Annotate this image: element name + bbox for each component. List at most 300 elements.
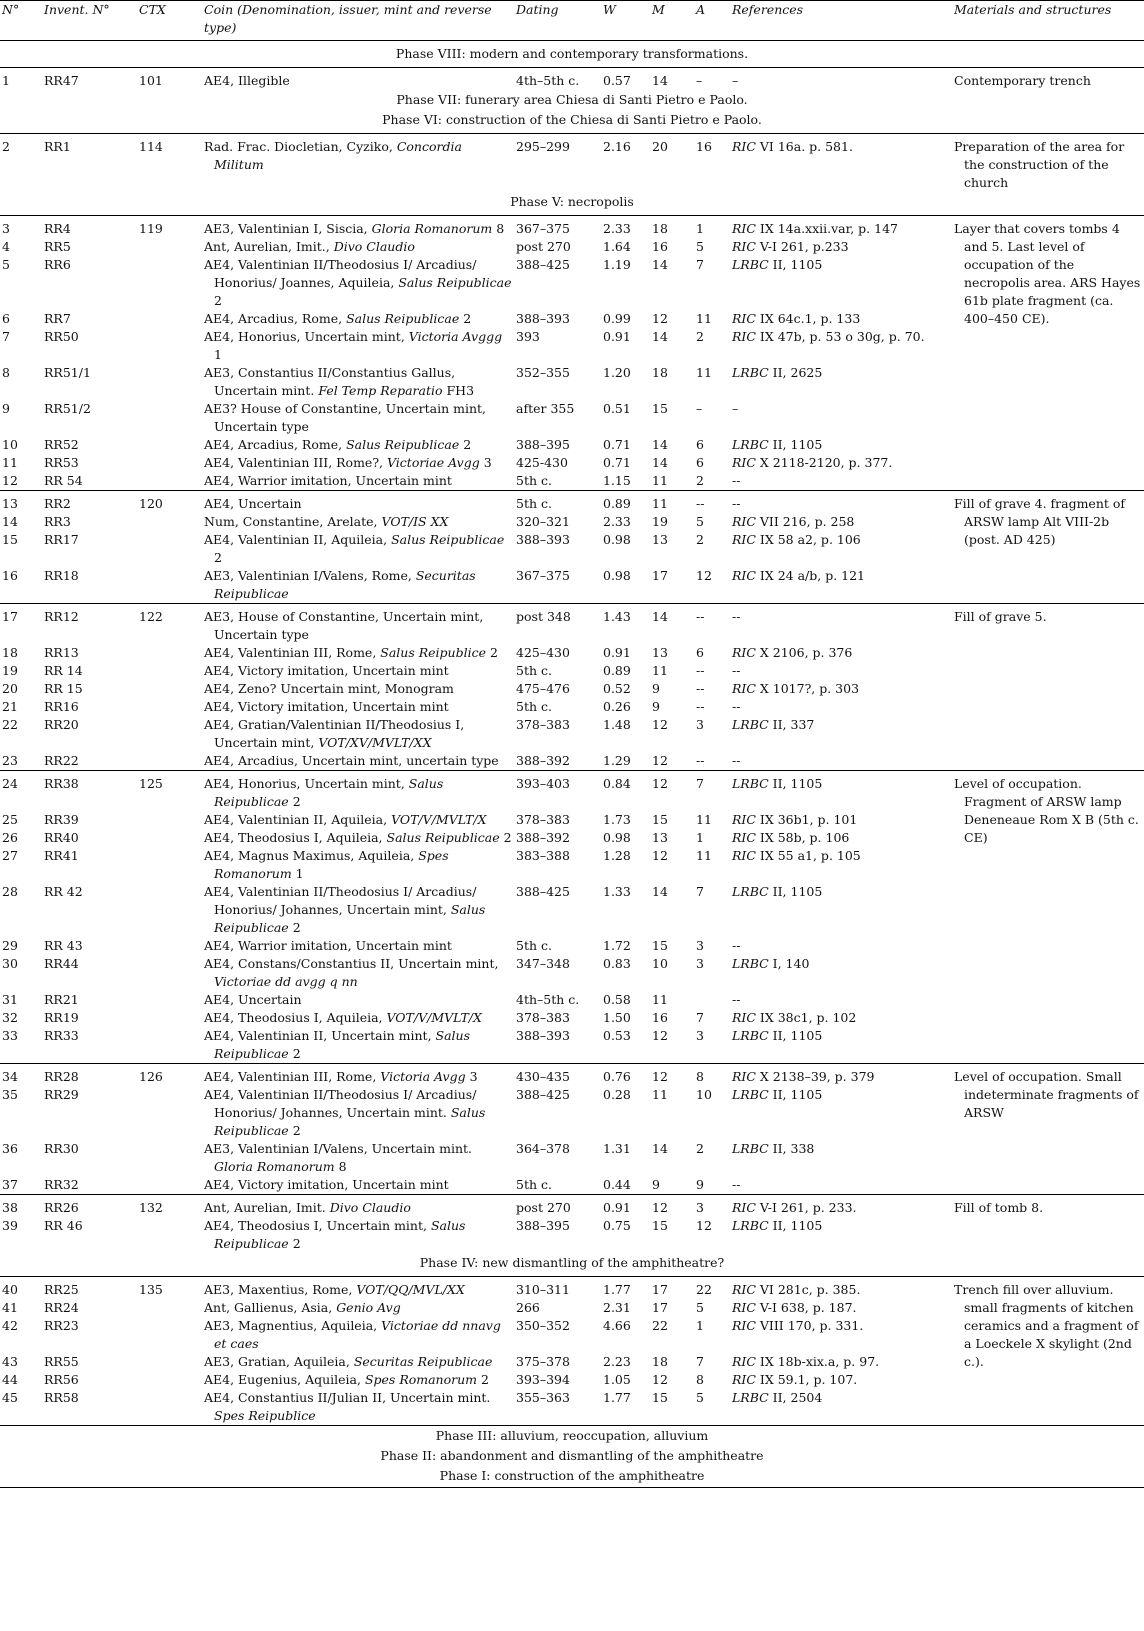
- cell-module: 12: [652, 848, 668, 863]
- catalogue-abbrev: LRBC: [732, 1218, 769, 1233]
- cell-inventory: RR25: [42, 1277, 137, 1300]
- catalogue-abbrev: RIC: [732, 221, 756, 236]
- coin-text: AE3, Magnentius, Aquileia,: [204, 1318, 382, 1333]
- header-weight: W: [601, 1, 650, 41]
- coin-text: 2: [499, 830, 512, 845]
- cell-weight: 1.31: [603, 1141, 631, 1156]
- cell-inventory: RR26: [42, 1195, 137, 1218]
- cell-inventory: RR19: [44, 1010, 79, 1025]
- cell-inventory: RR58: [44, 1390, 79, 1405]
- cell-weight: 0.98: [603, 830, 631, 845]
- cell-weight: 1.05: [603, 1372, 631, 1387]
- reference-text: IX 36b1, p. 101: [755, 812, 858, 827]
- reference-text: VI 281c, p. 385.: [755, 1282, 861, 1297]
- coin-text: AE3, Maxentius, Rome,: [204, 1282, 357, 1297]
- table-row: [0, 491, 1144, 514]
- coin-text: AE4, Valentinian II, Aquileia,: [204, 812, 392, 827]
- catalogue-abbrev: RIC: [732, 1282, 756, 1297]
- cell-weight: 0.44: [603, 1177, 631, 1192]
- cell-context: 122: [137, 604, 202, 645]
- coin-text: Rad. Frac. Diocletian, Cyziko,: [204, 139, 397, 154]
- cell-weight: 1.29: [603, 753, 631, 768]
- reference-text: II, 2625: [768, 365, 823, 380]
- cell-axis: 3: [696, 717, 704, 732]
- cell-module: 14: [652, 1141, 668, 1156]
- cell-references: [730, 68, 952, 91]
- catalogue-abbrev: RIC: [732, 645, 756, 660]
- cell-axis: 11: [696, 848, 712, 863]
- cell-weight: 1.72: [603, 938, 631, 953]
- reverse-type-text: Salus Reipublicae: [214, 902, 486, 935]
- cell-coin: [202, 829, 514, 847]
- reference-text: X 1017?, p. 303: [755, 681, 860, 696]
- cell-references: [730, 752, 952, 771]
- cell-inventory: RR22: [44, 753, 79, 768]
- cell-axis: 1: [696, 1318, 704, 1333]
- cell-inventory: RR28: [42, 1064, 137, 1087]
- cell-dating: 388–393: [516, 1028, 570, 1043]
- cell-number: 38: [0, 1195, 42, 1218]
- cell-weight: 1.43: [601, 604, 650, 645]
- cell-inventory: RR7: [44, 311, 71, 326]
- cell-weight: 2.23: [603, 1354, 631, 1369]
- cell-weight: 0.71: [603, 437, 631, 452]
- cell-weight: 0.26: [603, 699, 631, 714]
- reference-text: II, 338: [768, 1141, 815, 1156]
- cell-materials: Layer that covers tombs 4 and 5. Last level of occupation of the necropolis area. ARS Hayes 61b plate fragment (ca. 400–450 CE).: [952, 216, 1144, 491]
- catalogue-abbrev: LRBC: [732, 1141, 769, 1156]
- cell-coin: [202, 436, 514, 454]
- cell-weight: 1.77: [601, 1277, 650, 1300]
- cell-axis: 3: [696, 938, 704, 953]
- cell-dating: 425–430: [516, 645, 570, 660]
- cell-references: [730, 883, 952, 937]
- cell-module: 18: [650, 216, 694, 239]
- reference-text: VII 216, p. 258: [755, 514, 855, 529]
- coin-text: Num, Constantine, Arelate,: [204, 514, 382, 529]
- reference-text: II, 1105: [768, 884, 823, 899]
- cell-coin: [202, 1195, 514, 1218]
- cell-weight: 0.28: [603, 1087, 631, 1102]
- cell-weight: 2.33: [603, 514, 631, 529]
- cell-weight: 0.98: [603, 568, 631, 583]
- catalogue-abbrev: LRBC: [732, 956, 769, 971]
- header-materials: Materials and structures: [952, 1, 1144, 41]
- cell-axis: --: [696, 681, 705, 696]
- cell-dating: 388–395: [516, 1218, 570, 1233]
- reference-text: IX 18b-xix.a, p. 97.: [755, 1354, 880, 1369]
- cell-references: [730, 238, 952, 256]
- cell-inventory: RR40: [44, 830, 79, 845]
- cell-references: [730, 491, 952, 514]
- cell-context: [137, 1371, 202, 1389]
- cell-axis: 8: [696, 1372, 704, 1387]
- cell-number: 33: [2, 1028, 18, 1043]
- cell-context: 135: [137, 1277, 202, 1300]
- cell-references: [730, 847, 952, 883]
- cell-references: [730, 454, 952, 472]
- cell-dating: 388–425: [516, 884, 570, 899]
- reference-text: --: [732, 699, 741, 714]
- coin-text: AE4, Honorius, Uncertain mint,: [204, 776, 409, 791]
- coin-text: 8: [492, 221, 505, 236]
- reference-text: --: [732, 663, 741, 678]
- cell-axis: 12: [696, 568, 712, 583]
- phase-heading: Phase V: necropolis: [0, 192, 1144, 216]
- cell-weight: 1.20: [603, 365, 631, 380]
- cell-coin: [202, 400, 514, 436]
- cell-references: [730, 680, 952, 698]
- cell-module: 14: [652, 884, 668, 899]
- coin-text: Ant, Gallienus, Asia,: [204, 1300, 337, 1315]
- catalogue-abbrev: RIC: [732, 830, 756, 845]
- cell-axis: –: [694, 68, 730, 91]
- coin-text: AE3, Valentinian I, Siscia,: [204, 221, 372, 236]
- cell-coin: [202, 1064, 514, 1087]
- cell-inventory: RR30: [44, 1141, 79, 1156]
- reverse-type-text: Divo Claudio: [329, 1200, 411, 1215]
- cell-inventory: RR38: [42, 771, 137, 812]
- catalogue-abbrev: RIC: [732, 1372, 756, 1387]
- cell-number: 40: [0, 1277, 42, 1300]
- header-row: [0, 1, 1144, 41]
- cell-module: 9: [652, 681, 660, 696]
- cell-dating: 367–375: [514, 216, 601, 239]
- coin-text: 3: [479, 455, 492, 470]
- cell-coin: [202, 310, 514, 328]
- cell-coin: [202, 491, 514, 514]
- cell-dating: 378–383: [516, 1010, 570, 1025]
- reference-text: II, 1105: [768, 1087, 823, 1102]
- table-row: [0, 1064, 1144, 1087]
- cell-inventory: RR6: [44, 257, 71, 272]
- cell-axis: 6: [696, 437, 704, 452]
- cell-axis: 2: [696, 473, 704, 488]
- reference-text: VIII 170, p. 331.: [755, 1318, 864, 1333]
- reverse-type-text: VOT/V/MVLT/X: [391, 812, 487, 827]
- reverse-type-text: Victoriae dd nnavg et caes: [214, 1318, 501, 1351]
- cell-coin: [202, 1371, 514, 1389]
- cell-inventory: RR12: [42, 604, 137, 645]
- cell-number: 25: [2, 812, 18, 827]
- reference-text: --: [732, 496, 741, 511]
- cell-number: 36: [2, 1141, 18, 1156]
- cell-coin: [202, 1353, 514, 1371]
- cell-materials: Preparation of the area for the construction of the church: [952, 134, 1144, 193]
- cell-dating: 393: [516, 329, 540, 344]
- coin-text: 2: [214, 550, 222, 565]
- cell-weight: 0.76: [601, 1064, 650, 1087]
- phase-row: [0, 41, 1144, 68]
- catalogue-abbrev: LRBC: [732, 1087, 769, 1102]
- cell-coin: [202, 472, 514, 491]
- coin-text: 2: [288, 794, 301, 809]
- table-row: [0, 1195, 1144, 1218]
- cell-number: 35: [2, 1087, 18, 1102]
- cell-dating: 388–392: [516, 753, 570, 768]
- cell-number: 5: [2, 257, 10, 272]
- cell-references: [730, 811, 952, 829]
- header-inventory: Invent. N°: [42, 1, 137, 41]
- cell-module: 14: [652, 329, 668, 344]
- coin-text: AE4, Valentinian II, Aquileia,: [204, 532, 392, 547]
- cell-references: [730, 937, 952, 955]
- cell-context: [137, 531, 202, 567]
- cell-inventory: RR2: [42, 491, 137, 514]
- cell-dating: 350–352: [516, 1318, 570, 1333]
- header-references: References: [730, 1, 952, 41]
- cell-axis: 2: [696, 1141, 704, 1156]
- cell-axis: --: [696, 753, 705, 768]
- coin-text: AE4, Theodosius I, Uncertain mint,: [204, 1218, 431, 1233]
- coin-text: AE4, Uncertain: [204, 992, 302, 1007]
- cell-axis: –: [696, 401, 703, 416]
- cell-coin: [202, 454, 514, 472]
- reference-text: IX 59.1, p. 107.: [755, 1372, 858, 1387]
- cell-weight: 1.48: [603, 717, 631, 732]
- reference-text: V-I 261, p. 233.: [755, 1200, 857, 1215]
- coin-text: 2: [288, 1236, 301, 1251]
- cell-weight: 0.91: [603, 645, 631, 660]
- cell-inventory: RR17: [44, 532, 79, 547]
- cell-coin: [202, 1027, 514, 1064]
- catalogue-abbrev: RIC: [732, 812, 756, 827]
- coin-text: AE4, Warrior imitation, Uncertain mint: [204, 473, 452, 488]
- cell-number: 31: [2, 992, 18, 1007]
- cell-references: [730, 1371, 952, 1389]
- cell-dating: 388–393: [516, 311, 570, 326]
- cell-coin: [202, 662, 514, 680]
- cell-context: [137, 1009, 202, 1027]
- cell-axis: 6: [696, 455, 704, 470]
- cell-context: [137, 937, 202, 955]
- cell-inventory: RR50: [44, 329, 79, 344]
- coin-text: AE3, House of Constantine, Uncertain mint, Uncertain type: [204, 609, 484, 642]
- cell-inventory: RR51/1: [44, 365, 91, 380]
- coin-text: 8: [334, 1159, 347, 1174]
- phase-heading: Phase IV: new dismantling of the amphitheatre?: [0, 1253, 1144, 1277]
- cell-module: 17: [650, 1277, 694, 1300]
- cell-context: [137, 310, 202, 328]
- cell-number: 15: [2, 532, 18, 547]
- cell-axis: 11: [696, 812, 712, 827]
- cell-module: 20: [650, 134, 694, 193]
- cell-axis: 6: [696, 645, 704, 660]
- cell-inventory: RR16: [44, 699, 79, 714]
- reference-text: IX 55 a1, p. 105: [755, 848, 861, 863]
- cell-axis: 2: [696, 532, 704, 547]
- phase-row: [0, 110, 1144, 134]
- cell-axis: 22: [694, 1277, 730, 1300]
- cell-references: [730, 1009, 952, 1027]
- reverse-type-text: Victoriae Avgg: [386, 455, 480, 470]
- reference-text: --: [732, 938, 741, 953]
- reverse-type-text: VOT/XV/MVLT/XX: [318, 735, 432, 750]
- cell-module: 15: [652, 401, 668, 416]
- cell-references: [730, 472, 952, 491]
- cell-number: 32: [2, 1010, 18, 1025]
- cell-weight: 1.19: [603, 257, 631, 272]
- cell-number: 18: [2, 645, 18, 660]
- cell-module: 17: [652, 568, 668, 583]
- table-row: [0, 216, 1144, 239]
- cell-axis: 1: [696, 830, 704, 845]
- cell-axis: 16: [694, 134, 730, 193]
- cell-weight: 0.52: [603, 681, 631, 696]
- header-dating: Dating: [514, 1, 601, 41]
- cell-number: 43: [2, 1354, 18, 1369]
- cell-module: 11: [652, 1087, 668, 1102]
- cell-context: [137, 1389, 202, 1426]
- cell-coin: [202, 1140, 514, 1176]
- cell-references: [730, 1299, 952, 1317]
- cell-coin: [202, 1009, 514, 1027]
- cell-references: [730, 134, 952, 193]
- cell-module: 11: [650, 491, 694, 514]
- cell-number: 12: [2, 473, 18, 488]
- cell-number: 11: [2, 455, 18, 470]
- cell-materials: Contemporary trench: [952, 68, 1144, 91]
- cell-number: 10: [2, 437, 18, 452]
- cell-axis: 5: [696, 239, 704, 254]
- reference-text: --: [732, 473, 741, 488]
- header-number: N°: [0, 1, 42, 41]
- coin-text: AE3, Constantius II/Constantius Gallus, Uncertain mint.: [204, 365, 456, 398]
- cell-context: [137, 991, 202, 1009]
- cell-coin: [202, 883, 514, 937]
- reverse-type-text: Genio Avg: [336, 1300, 401, 1315]
- coin-text: AE4, Honorius, Uncertain mint,: [204, 329, 409, 344]
- cell-weight: 0.89: [603, 663, 631, 678]
- cell-context: [137, 811, 202, 829]
- cell-inventory: RR44: [44, 956, 79, 971]
- cell-axis: 7: [696, 1354, 704, 1369]
- cell-materials: Fill of tomb 8.: [952, 1195, 1144, 1254]
- catalogue-abbrev: RIC: [732, 1318, 756, 1333]
- reverse-type-text: Gloria Romanorum: [214, 1159, 335, 1174]
- cell-inventory: RR32: [44, 1177, 79, 1192]
- cell-module: 22: [652, 1318, 668, 1333]
- cell-references: [730, 567, 952, 604]
- cell-references: [730, 1086, 952, 1140]
- coin-text: 2: [288, 920, 301, 935]
- coin-text: AE4, Theodosius I, Aquileia,: [204, 1010, 387, 1025]
- cell-coin: [202, 1086, 514, 1140]
- cell-references: [730, 991, 952, 1009]
- coin-text: AE4, Constans/Constantius II, Uncertain mint,: [204, 956, 499, 971]
- reference-text: II, 337: [768, 717, 815, 732]
- cell-inventory: RR1: [42, 134, 137, 193]
- cell-dating: 5th c.: [516, 938, 552, 953]
- cell-context: [137, 829, 202, 847]
- catalogue-abbrev: LRBC: [732, 365, 769, 380]
- cell-dating: after 355: [516, 401, 575, 416]
- reverse-type-text: Salus Reipublicae: [214, 1105, 486, 1138]
- cell-inventory: RR18: [44, 568, 79, 583]
- cell-coin: [202, 1317, 514, 1353]
- phase-row: [0, 192, 1144, 216]
- cell-coin: [202, 955, 514, 991]
- reverse-type-text: Salus Reipublicae: [346, 311, 460, 326]
- phase-heading: Phase VIII: modern and contemporary transformations.: [0, 41, 1144, 68]
- catalogue-abbrev: RIC: [732, 681, 756, 696]
- reverse-type-text: Securitas Reipublicae: [353, 1354, 493, 1369]
- reference-text: IX 47b, p. 53 o 30g, p. 70.: [755, 329, 925, 344]
- cell-context: [137, 364, 202, 400]
- cell-number: 17: [0, 604, 42, 645]
- cell-weight: 0.58: [603, 992, 631, 1007]
- cell-coin: [202, 68, 514, 91]
- catalogue-abbrev: RIC: [732, 568, 756, 583]
- cell-number: 27: [2, 848, 18, 863]
- catalogue-abbrev: RIC: [732, 311, 756, 326]
- cell-axis: --: [696, 663, 705, 678]
- catalogue-abbrev: RIC: [732, 455, 756, 470]
- reference-text: --: [732, 992, 741, 1007]
- cell-references: [730, 1389, 952, 1426]
- cell-dating: 295–299: [514, 134, 601, 193]
- reference-text: IX 58 a2, p. 106: [755, 532, 861, 547]
- cell-weight: 0.91: [601, 1195, 650, 1218]
- cell-weight: 0.51: [603, 401, 631, 416]
- cell-axis: 7: [696, 884, 704, 899]
- cell-inventory: RR24: [44, 1300, 79, 1315]
- coin-text: AE4, Arcadius, Rome,: [204, 311, 347, 326]
- cell-module: 12: [650, 1064, 694, 1087]
- cell-references: [730, 662, 952, 680]
- cell-axis: 10: [696, 1087, 712, 1102]
- cell-context: [137, 716, 202, 752]
- cell-coin: [202, 513, 514, 531]
- cell-dating: 320–321: [516, 514, 570, 529]
- cell-number: 24: [0, 771, 42, 812]
- catalogue-abbrev: LRBC: [732, 437, 769, 452]
- coin-text: Ant, Aurelian, Imit.: [204, 1200, 330, 1215]
- cell-dating: 4th–5th c.: [516, 992, 580, 1007]
- coin-text: 2: [459, 311, 472, 326]
- cell-number: 16: [2, 568, 18, 583]
- reference-text: II, 1105: [768, 437, 823, 452]
- reference-text: V-I 261, p.233: [755, 239, 849, 254]
- coin-text: AE4, Victory imitation, Uncertain mint: [204, 1177, 449, 1192]
- cell-axis: 3: [694, 1195, 730, 1218]
- cell-number: 41: [2, 1300, 18, 1315]
- cell-module: 14: [652, 455, 668, 470]
- catalogue-abbrev: RIC: [732, 139, 756, 154]
- cell-context: 101: [137, 68, 202, 91]
- cell-references: [730, 216, 952, 239]
- cell-weight: 1.77: [603, 1390, 631, 1405]
- cell-materials: Trench fill over alluvium. small fragments of kitchen ceramics and a fragment of a Loeckele X skylight (2nd c.).: [952, 1277, 1144, 1426]
- cell-dating: 355–363: [516, 1390, 570, 1405]
- cell-module: 13: [652, 645, 668, 660]
- cell-weight: 1.28: [603, 848, 631, 863]
- reverse-type-text: VOT/V/MVLT/X: [386, 1010, 482, 1025]
- cell-dating: 5th c.: [516, 1177, 552, 1192]
- cell-module: 12: [652, 311, 668, 326]
- cell-references: [730, 1027, 952, 1064]
- reference-text: IX 38c1, p. 102: [755, 1010, 857, 1025]
- cell-weight: 0.98: [603, 532, 631, 547]
- cell-context: [137, 1353, 202, 1371]
- coin-text: AE4, Gratian/Valentinian II/Theodosius I, Uncertain mint,: [204, 717, 465, 750]
- reference-text: II, 1105: [768, 776, 823, 791]
- cell-context: [137, 1317, 202, 1353]
- phase-heading: Phase VII: funerary area Chiesa di Santi Pietro e Paolo.: [396, 92, 748, 107]
- cell-context: [137, 644, 202, 662]
- cell-inventory: RR4: [42, 216, 137, 239]
- catalogue-abbrev: RIC: [732, 1200, 756, 1215]
